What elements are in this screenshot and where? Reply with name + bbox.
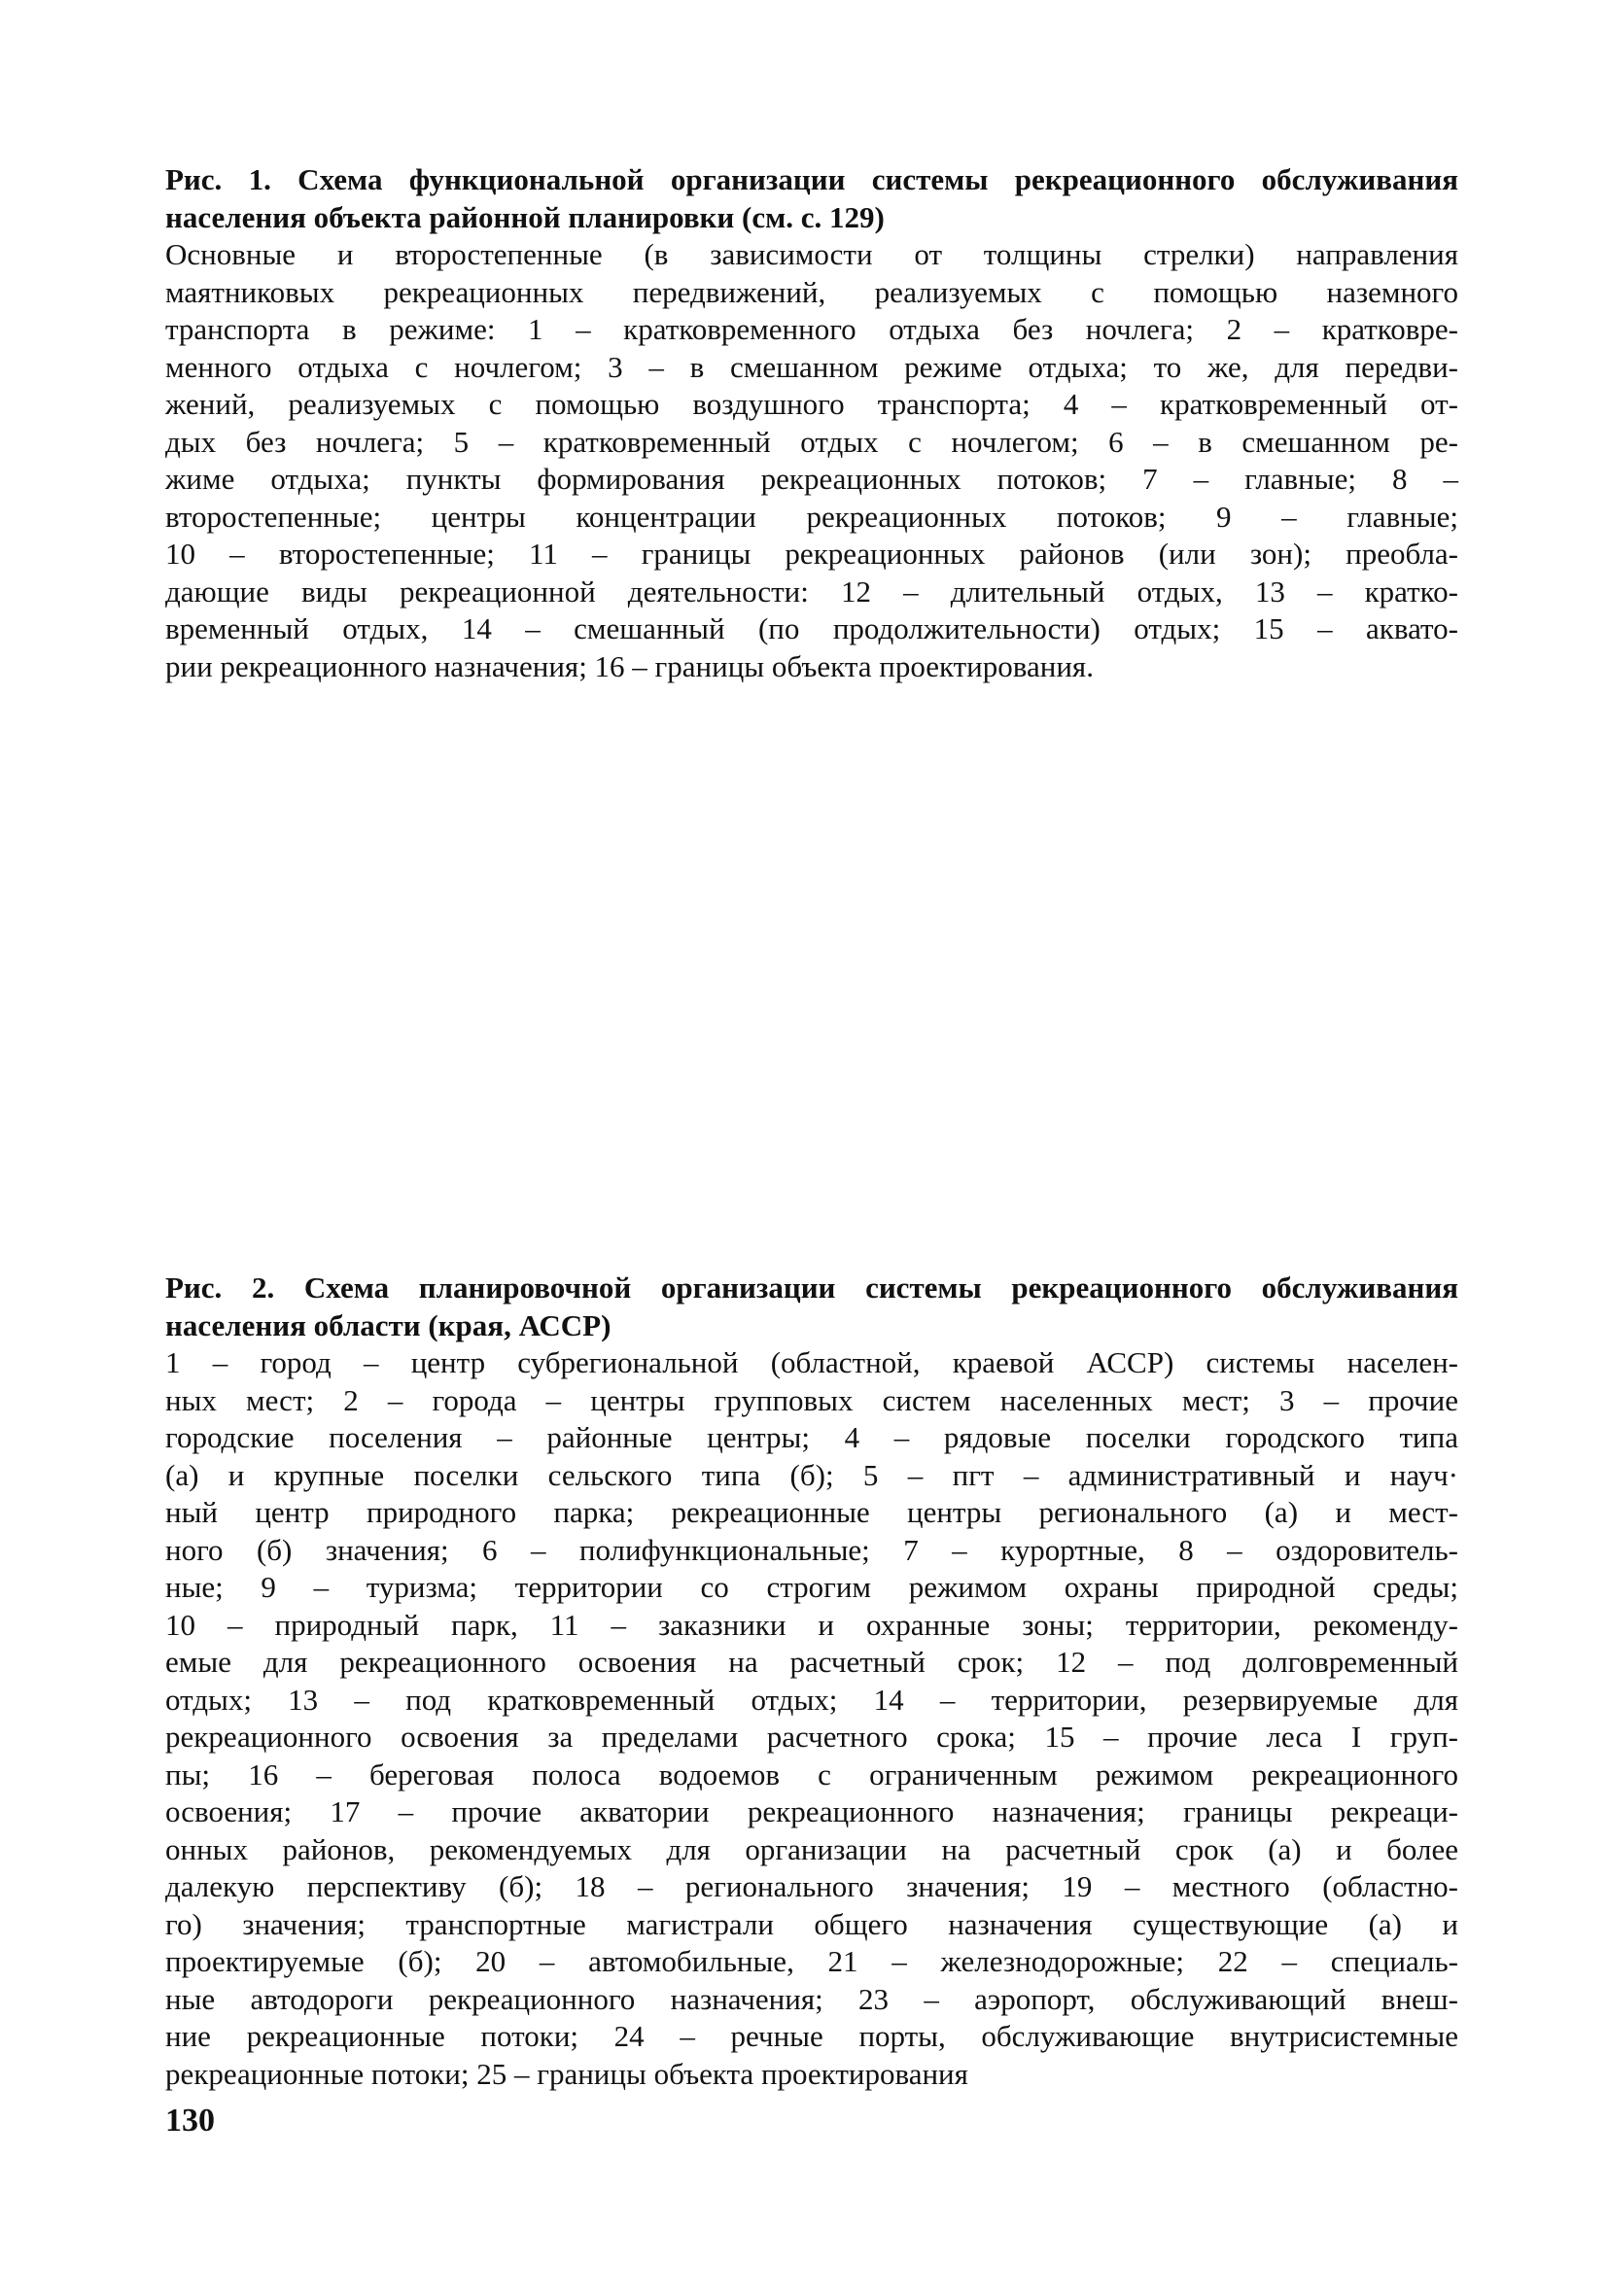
text-line: отдых; 13 – под кратковременный отдых; 14 – территории, резервируемые для (165, 1682, 1458, 1717)
text-line: ние рекреационные потоки; 24 – речные порты, обслуживающие внутрисистемные (165, 2019, 1458, 2053)
text-line: ные; 9 – туризма; территории со строгим режимом охраны природной среды; (165, 1570, 1458, 1604)
text-line: транспорта в режиме: 1 – кратковременного отдыха без ночлега; 2 – кратковре- (165, 312, 1458, 346)
text-line: ный центр природного парка; рекреационные центры регионального (а) и мест- (165, 1495, 1458, 1529)
text-line: Основные и второстепенные (в зависимости от толщины стрелки) направления (165, 237, 1458, 271)
figure-1-legend (165, 161, 1458, 685)
text-line: второстепенные; центры концентрации рекреационных потоков; 9 – главные; (165, 499, 1458, 534)
page-number: 130 (165, 2103, 215, 2139)
text-line: онных районов, рекомендуемых для организации на расчетный срок (а) и более (165, 1831, 1458, 1866)
text-line: жений, реализуемых с помощью воздушного транспорта; 4 – кратковременный от- (165, 387, 1458, 421)
text-line: ного (б) значения; 6 – полифункциональные; 7 – курортные, 8 – оздоровитель- (165, 1532, 1458, 1567)
text-line: далекую перспективу (б); 18 – регионального значения; 19 – местного (областно- (165, 1869, 1458, 1903)
text-line: емые для рекреационного освоения на расчетный срок; 12 – под долговременный (165, 1645, 1458, 1679)
text-line: ные автодороги рекреационного назначения; 23 – аэропорт, обслуживающий внеш- (165, 1981, 1458, 2016)
text-line: 10 – второстепенные; 11 – границы рекреационных районов (или зон); преобла- (165, 537, 1458, 571)
text-line: рекреационные потоки; 25 – границы объекта проектирования (165, 2056, 968, 2091)
text-line: ных мест; 2 – города – центры групповых систем населенных мест; 3 – прочие (165, 1382, 1458, 1417)
figure-2-description (165, 1344, 1458, 2093)
text-line: пы; 16 – береговая полоса водоемов с ограниченным режимом рекреационного (165, 1757, 1458, 1792)
text-line: маятниковых рекреационных передвижений, реализуемых с помощью наземного (165, 274, 1458, 309)
text-line: освоения; 17 – прочие акватории рекреационного назначения; границы рекреаци- (165, 1794, 1458, 1828)
figure-1-description (165, 236, 1458, 685)
text-line: менного отдыха с ночлегом; 3 – в смешанном режиме отдыха; то же, для передви- (165, 349, 1458, 384)
figure-2-legend (165, 1270, 1458, 2093)
text-line: рии рекреационного назначения; 16 – границы объекта проектирования. (165, 648, 1094, 683)
text-line: го) значения; транспортные магистрали общего назначения существующие (а) и (165, 1906, 1458, 1941)
figure-1-caption (165, 161, 1458, 236)
text-line: городские поселения – районные центры; 4 – рядовые поселки городского типа (165, 1420, 1458, 1454)
text-line: рекреационного освоения за пределами расчетного срока; 15 – прочие леса I груп- (165, 1720, 1458, 1754)
text-line: 10 – природный парк, 11 – заказники и охранные зоны; территории, рекоменду- (165, 1607, 1458, 1642)
text-line: временный отдых, 14 – смешанный (по продолжительности) отдых; 15 – аквато- (165, 611, 1458, 645)
caption-line: Рис. 2. Схема планировочной организации системы рекреационного обслуживания (165, 1270, 1458, 1305)
text-line: жиме отдыха; пункты формирования рекреационных потоков; 7 – главные; 8 – (165, 462, 1458, 496)
figure-2-caption (165, 1270, 1458, 1344)
text-line: 1 – город – центр субрегиональной (областной, краевой АССР) системы населен- (165, 1345, 1458, 1379)
text-line: дающие виды рекреационной деятельности: 12 – длительный отдых, 13 – кратко- (165, 574, 1458, 609)
text-line: (а) и крупные поселки сельского типа (б); 5 – пгт – административный и науч· (165, 1457, 1458, 1492)
caption-line: Рис. 1. Схема функциональной организации системы рекреационного обслуживания (165, 162, 1458, 196)
text-line: проектируемые (б); 20 – автомобильные, 21 – железнодорожные; 22 – специаль- (165, 1944, 1458, 1978)
caption-line: населения области (края, АССР) (165, 1307, 612, 1342)
caption-line: населения объекта районной планировки (см. с. 129) (165, 199, 885, 234)
text-line: дых без ночлега; 5 – кратковременный отдых с ночлегом; 6 – в смешанном ре- (165, 424, 1458, 459)
